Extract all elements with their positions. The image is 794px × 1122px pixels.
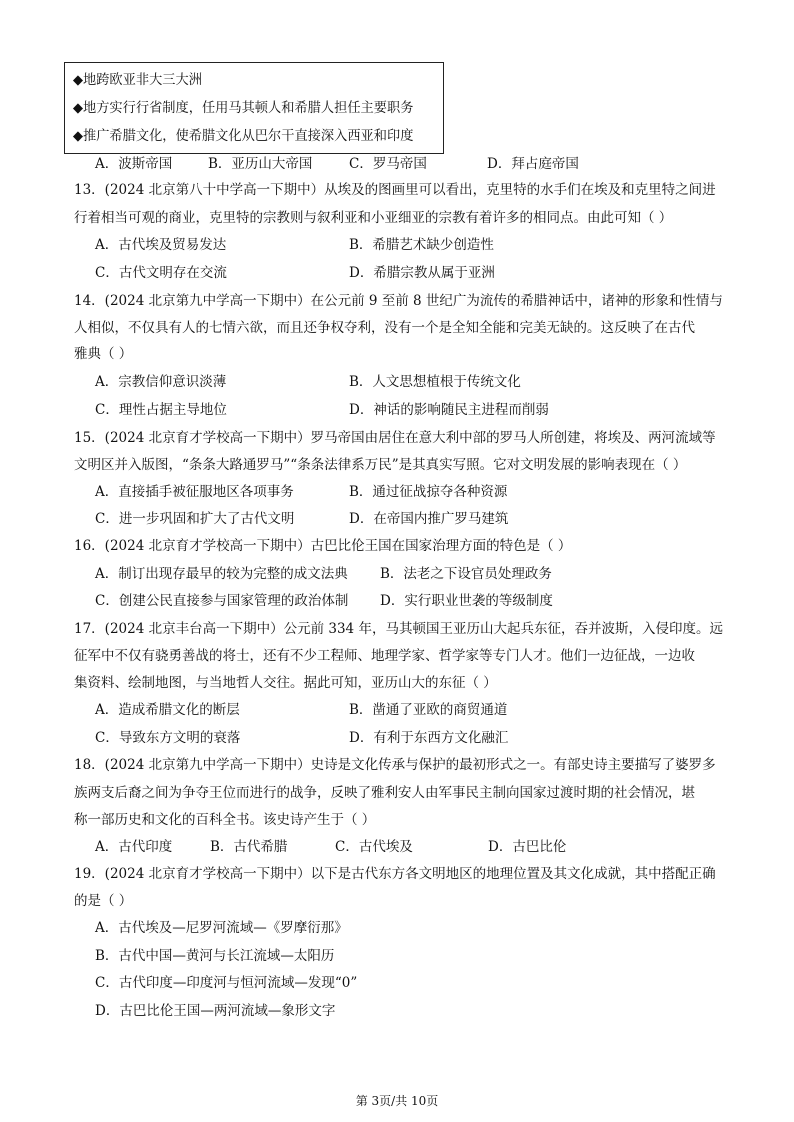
q18-option-d: D．古巴比伦 — [488, 839, 567, 855]
q15-option-b: B．通过征战掠夺各种资源 — [349, 484, 508, 500]
question-17-text: 17．(2024 北京丰台高一下期中）公元前 334 年，马其顿国王亚历山大起兵东征，吞并波斯，入侵印度。远 — [74, 621, 723, 637]
q14-option-d: D．神话的影响随民主进程而削弱 — [349, 402, 549, 418]
q16-option-b: B．法老之下设官员处理政务 — [380, 566, 552, 582]
q13-option-b: B．希腊艺术缺少创造性 — [349, 237, 494, 253]
box-item: ◆地跨欧亚非大三大洲 — [72, 72, 202, 88]
q14-option-c: C．理性占据主导地位 — [95, 402, 227, 418]
q12-option-b: B．亚历山大帝国 — [208, 156, 313, 172]
q18-option-c: C．古代埃及 — [335, 839, 413, 855]
info-box — [64, 62, 444, 154]
q13-option-c: C．古代文明存在交流 — [95, 265, 227, 281]
q16-option-d: D．实行职业世袭的等级制度 — [380, 593, 553, 609]
q17-option-c: C．导致东方文明的衰落 — [95, 730, 241, 746]
question-19-text: 19．(2024 北京育才学校高一下期中）以下是古代东方各文明地区的地理位置及其文化成就，其中搭配正确 — [74, 866, 716, 882]
q15-option-a: A．直接插手被征服地区各项事务 — [95, 484, 294, 500]
q15-option-d: D．在帝国内推广罗马建筑 — [349, 511, 509, 527]
question-18-text: 族两支后裔之间为争夺王位而进行的战争，反映了雅利安人由军事民主制向国家过渡时期的社会情况，堪 — [74, 785, 695, 801]
question-15-text: 15．(2024 北京育才学校高一下期中）罗马帝国由居住在意大利中部的罗马人所创建，将埃及、两河流域等 — [74, 430, 716, 446]
box-item: ◆地方实行行省制度，任用马其顿人和希腊人担任主要职务 — [72, 100, 414, 116]
page-footer: 第 3页/共 10页 — [355, 1094, 439, 1108]
q18-option-b: B．古代希腊 — [210, 839, 288, 855]
q17-option-d: D．有利于东西方文化融汇 — [349, 730, 509, 746]
q16-option-a: A．制订出现存最早的较为完整的成文法典 — [95, 566, 348, 582]
box-item: ◆推广希腊文化，使希腊文化从巴尔干直接深入西亚和印度 — [72, 128, 414, 144]
question-19-text: 的是（ ） — [74, 893, 133, 909]
question-18-text: 称一部历史和文化的百科全书。该史诗产生于（ ） — [74, 812, 376, 828]
q17-option-b: B．凿通了亚欧的商贸通道 — [349, 702, 508, 718]
q19-option-a: A．古代埃及—尼罗河流域—《罗摩衍那》 — [95, 920, 348, 936]
q14-option-b: B．人文思想植根于传统文化 — [349, 374, 521, 390]
q13-option-d: D．希腊宗教从属于亚洲 — [349, 265, 495, 281]
question-13-text: 行着相当可观的商业，克里特的宗教则与叙利亚和小亚细亚的宗教有着许多的相同点。由此可知（ ） — [74, 210, 673, 226]
question-14-text: 14．(2024 北京第九中学高一下期中）在公元前 9 至前 8 世纪广为流传的希腊神话中，诸神的形象和性情与 — [74, 293, 723, 309]
q18-option-a: A．古代印度 — [95, 839, 173, 855]
q12-option-d: D．拜占庭帝国 — [487, 156, 579, 172]
question-16-text: 16．(2024 北京育才学校高一下期中）古巴比伦王国在国家治理方面的特色是（ ） — [74, 538, 572, 554]
question-17-text: 集资料、绘制地图，与当地哲人交往。据此可知，亚历山大的东征（ ） — [74, 675, 497, 691]
q12-option-c: C．罗马帝国 — [349, 156, 427, 172]
question-15-text: 文明区并入版图，“条条大路通罗马”“条条法律系万民”是其真实写照。它对文明发展的影响表现在（ ） — [74, 457, 687, 473]
q16-option-c: C．创建公民直接参与国家管理的政治体制 — [95, 593, 349, 609]
question-14-text: 人相似，不仅具有人的七情六欲，而且还争权夺利，没有一个是全知全能和完美无缺的。这反映了在古代 — [74, 320, 695, 336]
question-13-text: 13．(2024 北京第八十中学高一下期中）从埃及的图画里可以看出，克里特的水手们在埃及和克里特之间进 — [74, 182, 716, 198]
q15-option-c: C．进一步巩固和扩大了古代文明 — [95, 511, 295, 527]
q19-option-d: D．古巴比伦王国—两河流域—象形文字 — [95, 1003, 336, 1019]
q19-option-b: B．古代中国—黄河与长江流域—太阳历 — [95, 948, 335, 964]
question-14-text: 雅典（ ） — [74, 346, 133, 362]
q19-option-c: C．古代印度—印度河与恒河流域—发现“0” — [95, 975, 358, 991]
q12-option-a: A．波斯帝国 — [95, 156, 173, 172]
q17-option-a: A．造成希腊文化的断层 — [95, 702, 240, 718]
q13-option-a: A．古代埃及贸易发达 — [95, 237, 227, 253]
question-18-text: 18．(2024 北京第九中学高一下期中）史诗是文化传承与保护的最初形式之一。有部史诗主要描写了婆罗多 — [74, 757, 716, 773]
question-17-text: 征军中不仅有骁勇善战的将士，还有不少工程师、地理学家、哲学家等专门人才。他们一边征战，一边收 — [74, 648, 695, 664]
q14-option-a: A．宗教信仰意识淡薄 — [95, 374, 227, 390]
